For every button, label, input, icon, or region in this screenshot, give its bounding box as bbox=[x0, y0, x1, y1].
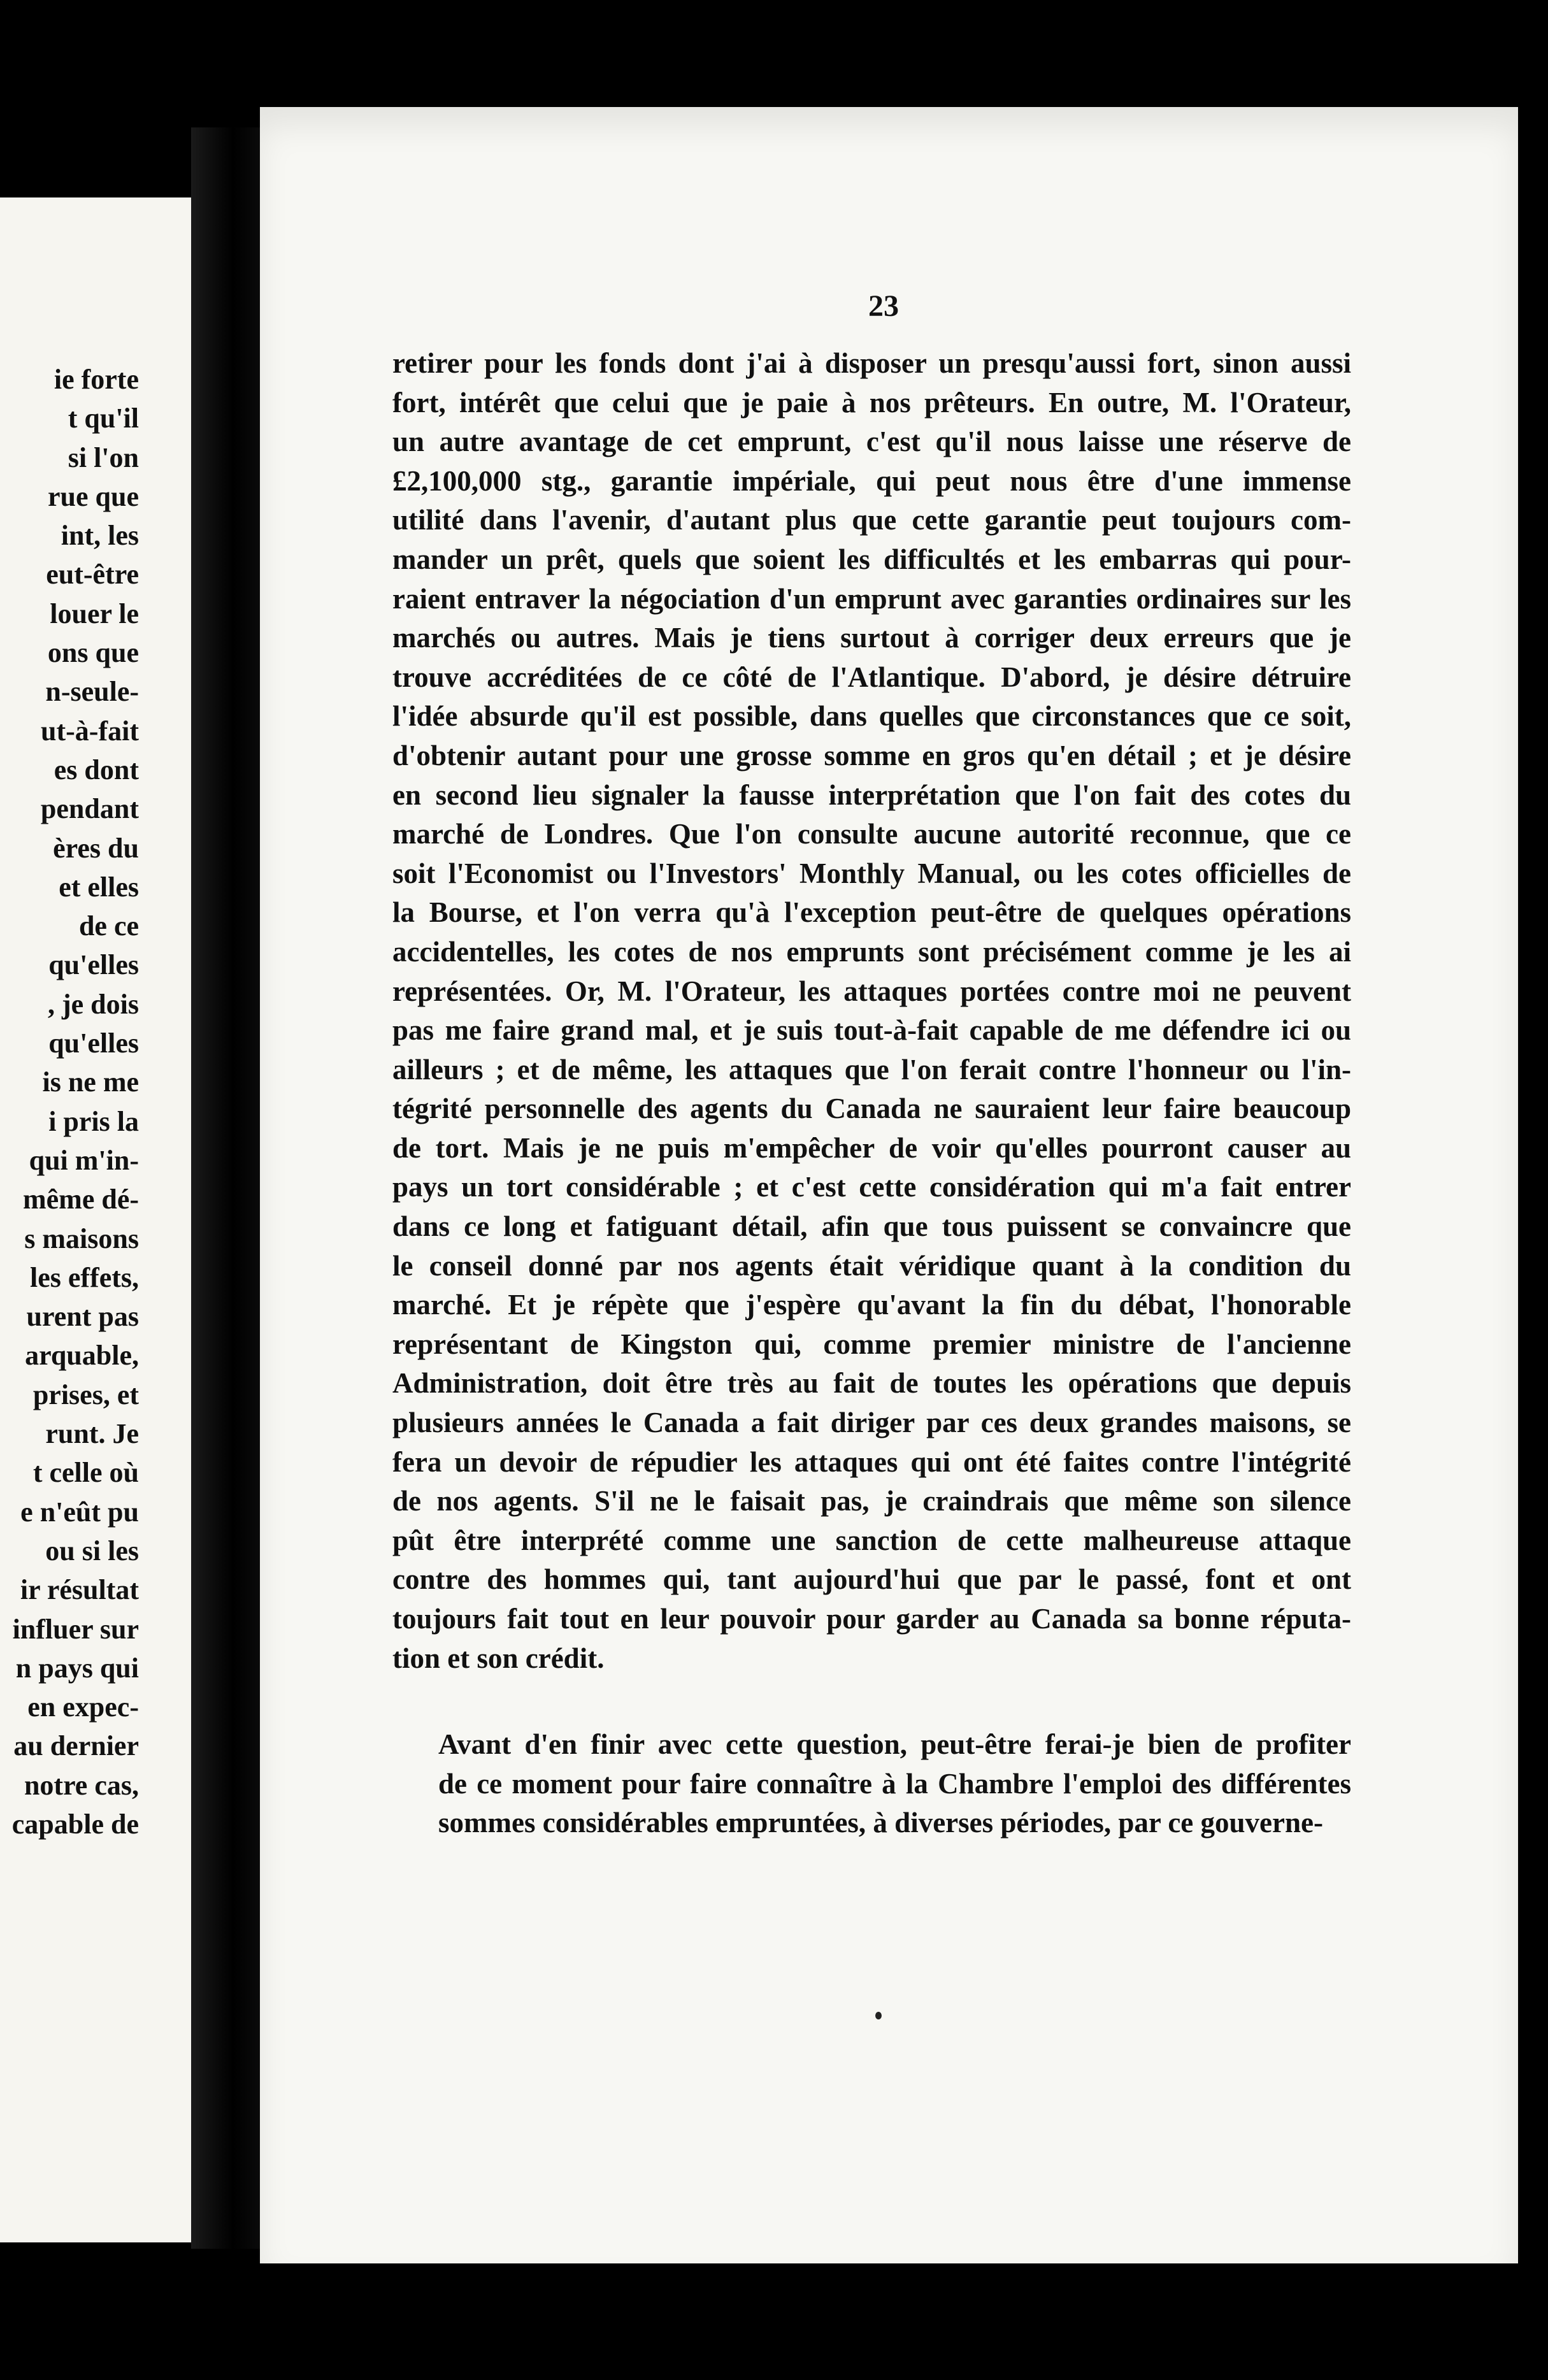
text-line: tégrité personnelle des agents du Canada ne sauraient leur faire beaucoup bbox=[392, 1093, 1351, 1125]
document-page bbox=[260, 107, 1518, 2263]
text-line: de ce moment pour faire connaître à la Chambre l'emploi des différentes bbox=[438, 1767, 1351, 1800]
facing-page-line: e n'eût pu bbox=[20, 1496, 139, 1528]
text-line: accidentelles, les cotes de nos emprunts sont précisément comme je les ai bbox=[392, 935, 1351, 968]
text-line: représentées. Or, M. l'Orateur, les attaques portées contre moi ne peuvent bbox=[392, 975, 1351, 1007]
facing-page-line: ut-à-fait bbox=[41, 715, 139, 747]
text-line: pas me faire grand mal, et je suis tout-à-fait capable de me défendre ici ou bbox=[392, 1014, 1351, 1047]
text-line: la Bourse, et l'on verra qu'à l'exception peut-être de quelques opérations bbox=[392, 896, 1351, 929]
text-line: raient entraver la négociation d'un emprunt avec garanties ordinaires sur les bbox=[392, 582, 1351, 615]
facing-page-line: , je dois bbox=[48, 988, 139, 1020]
facing-page-line: t qu'il bbox=[68, 403, 139, 434]
text-line: fera un devoir de répudier les attaques qui ont été faites contre l'intégrité bbox=[392, 1445, 1351, 1478]
facing-page-line: et elles bbox=[59, 871, 139, 903]
text-line: fort, intérêt que celui que je paie à nos prêteurs. En outre, M. l'Orateur, bbox=[392, 386, 1351, 419]
text-line: retirer pour les fonds dont j'ai à disposer un presqu'aussi fort, sinon aussi bbox=[392, 347, 1351, 379]
facing-page-line: eut-être bbox=[46, 559, 139, 591]
facing-page-line: i pris la bbox=[48, 1105, 139, 1137]
text-line: de nos agents. S'il ne le faisait pas, je craindrais que même son silence bbox=[392, 1485, 1351, 1517]
facing-page-line: louer le bbox=[50, 598, 139, 629]
facing-page-text bbox=[12, 360, 139, 1844]
page-gutter bbox=[191, 127, 261, 2249]
facing-page-line: qu'elles bbox=[48, 1028, 139, 1059]
facing-page-line: n-seule- bbox=[45, 676, 139, 708]
text-line: Administration, doit être très au fait de toutes les opérations que depuis bbox=[392, 1367, 1351, 1400]
text-line: représentant de Kingston qui, comme premier ministre de l'ancienne bbox=[392, 1328, 1351, 1360]
paragraph-1 bbox=[392, 344, 1351, 1678]
facing-page-line: prises, et bbox=[32, 1379, 139, 1410]
text-line: d'obtenir autant pour une grosse somme en gros qu'en détail ; et je désire bbox=[392, 739, 1351, 771]
facing-page-line: capable de bbox=[11, 1808, 139, 1840]
facing-page-line: qu'elles bbox=[48, 949, 139, 981]
text-line: contre des hommes qui, tant aujourd'hui que par le passé, font et ont bbox=[392, 1563, 1351, 1596]
facing-page-line: si l'on bbox=[68, 441, 139, 473]
facing-page-line: t celle où bbox=[32, 1457, 139, 1489]
text-line: mander un prêt, quels que soient les difficultés et les embarras qui pour- bbox=[392, 543, 1351, 575]
text-line: £2,100,000 stg., garantie impériale, qui peut nous être d'une immense bbox=[392, 464, 1351, 497]
facing-page-line: pendant bbox=[40, 793, 139, 825]
text-line: en second lieu signaler la fausse interprétation que l'on fait des cotes du bbox=[392, 778, 1351, 811]
facing-page-line: ir résultat bbox=[20, 1574, 139, 1606]
facing-page-line: is ne me bbox=[42, 1066, 139, 1098]
page-number: 23 bbox=[868, 289, 899, 323]
text-line: plusieurs années le Canada a fait diriger par ces deux grandes maisons, se bbox=[392, 1407, 1351, 1439]
text-line: le conseil donné par nos agents était véridique quant à la condition du bbox=[392, 1249, 1351, 1282]
text-line: sommes considérables empruntées, à diverses périodes, par ce gouverne- bbox=[438, 1807, 1323, 1839]
text-line: ailleurs ; et de même, les attaques que l'on ferait contre l'honneur ou l'in- bbox=[392, 1053, 1351, 1086]
facing-page-line: les effets, bbox=[29, 1261, 139, 1293]
text-line: toujours fait tout en leur pouvoir pour garder au Canada sa bonne réputa- bbox=[392, 1603, 1351, 1635]
facing-page-line: arquable, bbox=[25, 1340, 139, 1372]
facing-page-line: au dernier bbox=[13, 1730, 139, 1762]
text-line: un autre avantage de cet emprunt, c'est qu'il nous laisse une réserve de bbox=[392, 426, 1351, 458]
facing-page-line: ons que bbox=[47, 637, 139, 669]
facing-page-line: de ce bbox=[78, 910, 139, 942]
text-line: pût être interprété comme une sanction de cette malheureuse attaque bbox=[392, 1524, 1351, 1556]
text-line: marché. Et je répète que j'espère qu'avant la fin du débat, l'honorable bbox=[392, 1289, 1351, 1321]
facing-page-line: rue que bbox=[48, 480, 139, 512]
facing-page-line: influer sur bbox=[12, 1613, 139, 1645]
text-line: marché de Londres. Que l'on consulte aucune autorité reconnue, que ce bbox=[392, 818, 1351, 850]
text-line: utilité dans l'avenir, d'autant plus que cette garantie peut toujours com- bbox=[392, 504, 1351, 536]
facing-page-line: s maisons bbox=[24, 1222, 139, 1254]
scan-top-edge bbox=[0, 0, 1548, 17]
ink-mark bbox=[875, 2012, 882, 2019]
text-line: soit l'Economist ou l'Investors' Monthly Manual, ou les cotes officielles de bbox=[392, 857, 1351, 889]
text-line: dans ce long et fatiguant détail, afin que tous puissent se convaincre que bbox=[392, 1210, 1351, 1243]
facing-page-line: n pays qui bbox=[15, 1652, 139, 1684]
text-line: trouve accréditées de ce côté de l'Atlantique. D'abord, je désire détruire bbox=[392, 661, 1351, 693]
text-line: pays un tort considérable ; et c'est cette considération qui m'a fait entrer bbox=[392, 1171, 1351, 1203]
facing-page-line: notre cas, bbox=[24, 1769, 139, 1801]
paragraph-2 bbox=[392, 1725, 1351, 1843]
facing-page-line: ères du bbox=[53, 832, 139, 864]
text-line: tion et son crédit. bbox=[392, 1642, 605, 1674]
facing-page-left bbox=[0, 197, 191, 2242]
facing-page-line: int, les bbox=[61, 520, 139, 552]
facing-page-line: es dont bbox=[54, 754, 139, 785]
facing-page-line: qui m'in- bbox=[29, 1144, 139, 1176]
text-line: marchés ou autres. Mais je tiens surtout à corriger deux erreurs que je bbox=[392, 622, 1351, 654]
facing-page-line: même dé- bbox=[22, 1184, 139, 1215]
text-line: l'idée absurde qu'il est possible, dans quelles que circonstances que ce soit, bbox=[392, 700, 1351, 733]
text-line: Avant d'en finir avec cette question, peut-être ferai-je bien de profiter bbox=[438, 1728, 1351, 1760]
facing-page-line: en expec- bbox=[27, 1691, 139, 1723]
facing-page-line: ou si les bbox=[45, 1535, 139, 1566]
facing-page-line: urent pas bbox=[26, 1301, 139, 1333]
facing-page-line: ie forte bbox=[54, 364, 139, 395]
text-line: de tort. Mais je ne puis m'empêcher de voir qu'elles pourront causer au bbox=[392, 1131, 1351, 1164]
facing-page-line: runt. Je bbox=[45, 1418, 139, 1450]
